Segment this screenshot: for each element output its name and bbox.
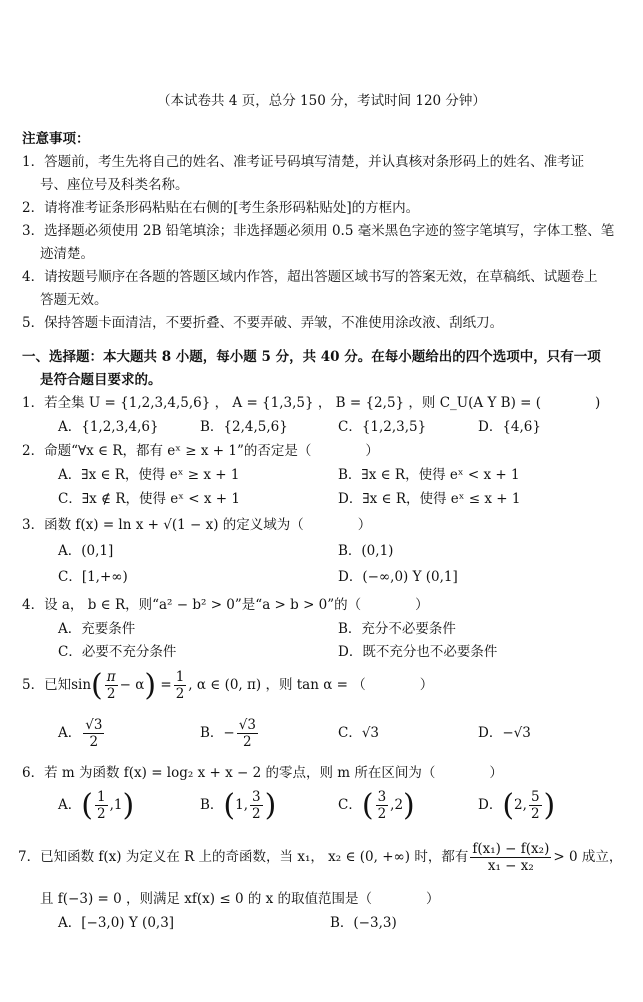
q5-option-b: B．− $\frac{√3}{2}$ bbox=[200, 717, 256, 750]
q1-option-b: B．{2,4,5,6} bbox=[200, 419, 288, 435]
question-1-stem: 1．若全集 U = {1,2,3,4,5,6} ， A = {1,3,5} ， B = {2,5} ，则 C_U(A Y B) = ( ) bbox=[22, 395, 601, 411]
q7-option-b: B．(−3,3) bbox=[330, 915, 397, 931]
q3-option-d: D．(−∞,0) Y (0,1] bbox=[338, 569, 458, 585]
q6-option-b: B．(1, $\frac{3}{2}$ ) bbox=[200, 787, 277, 823]
q4-option-a: A．充要条件 bbox=[58, 621, 136, 637]
question-7-stem: 7．已知函数 f(x) 为定义在 R 上的奇函数，当 x₁， x₂ ∈ (0, +∞) 时，都有 $\frac{\text{f(x₁) − f(x₂)}}{\text{x₁ − x₂}}$ > 0 成立， bbox=[18, 841, 623, 874]
q4-option-c: C．必要不充分条件 bbox=[58, 644, 177, 660]
difference-quotient: $\frac{\text{f(x₁) − f(x₂)}}{\text{x₁ − x₂}}$ bbox=[472, 841, 550, 874]
q3-option-b: B．(0,1) bbox=[338, 543, 394, 559]
q2-option-d: D．∃x ∈ R，使得 eˣ ≤ x + 1 bbox=[338, 491, 521, 507]
pi-over-2: $\frac{\pi}{2}$ bbox=[106, 669, 116, 702]
q6-option-a: A．( $\frac{1}{2}$ ,1) bbox=[58, 787, 135, 823]
q5-option-a: A． $\frac{√3}{2}$ bbox=[58, 717, 103, 750]
note-line: 迹清楚。 bbox=[40, 246, 94, 262]
notes-title: 注意事项： bbox=[22, 131, 90, 147]
exam-header: （本试卷共 4 页，总分 150 分，考试时间 120 分钟） bbox=[157, 93, 486, 109]
q4-option-b: B．充分不必要条件 bbox=[338, 621, 456, 637]
q2-option-c: C．∃x ∉ R，使得 eˣ < x + 1 bbox=[58, 491, 240, 507]
note-line: 5．保持答题卡面清洁，不要折叠、不要弄破、弄皱，不准使用涂改液、刮纸刀。 bbox=[22, 315, 504, 331]
note-line: 1．答题前，考生先将自己的姓名、准考证号码填写清楚，并认真核对条形码上的姓名、准考证 bbox=[22, 154, 585, 170]
one-half: $\frac{1}{2}$ bbox=[175, 669, 185, 702]
note-line: 3．选择题必须使用 2B 铅笔填涂；非选择题必须用 0.5 毫米黑色字迹的签字笔填写，字体工整、笔 bbox=[22, 223, 615, 239]
q6-option-d: D．(2, $\frac{5}{2}$ ) bbox=[478, 787, 556, 823]
q5-option-d: D．−√3 bbox=[478, 725, 531, 741]
note-line: 4．请按题号顺序在各题的答题区域内作答，超出答题区域书写的答案无效，在草稿纸、试题卷上 bbox=[22, 269, 598, 285]
section-heading: 一、选择题：本大题共 8 小题，每小题 5 分，共 40 分。在每小题给出的四个选项中，只有一项 bbox=[22, 349, 601, 365]
q1-option-a: A．{1,2,3,4,6} bbox=[58, 419, 159, 435]
q1-option-c: C．{1,2,3,5} bbox=[338, 419, 427, 435]
q3-option-a: A．(0,1] bbox=[58, 543, 114, 559]
question-3-stem: 3．函数 f(x) = ln x + √(1 − x) 的定义域为（ ） bbox=[22, 517, 372, 533]
q2-option-a: A．∃x ∈ R，使得 eˣ ≥ x + 1 bbox=[58, 467, 240, 483]
question-4-stem: 4．设 a， b ∈ R，则“a² − b² > 0”是“a > b > 0”的（ ） bbox=[22, 597, 429, 613]
q6-option-c: C．( $\frac{3}{2}$ ,2) bbox=[338, 787, 415, 823]
note-line: 2．请将准考证条形码粘贴在右侧的[考生条形码粘贴处]的方框内。 bbox=[22, 200, 420, 216]
question-2-stem: 2．命题“∀x ∈ R，都有 eˣ ≥ x + 1”的否定是（ ） bbox=[22, 443, 379, 459]
q5-option-c: C．√3 bbox=[338, 725, 380, 741]
question-6-stem: 6．若 m 为函数 f(x) = log₂ x + x − 2 的零点，则 m 所在区间为（ ） bbox=[22, 765, 503, 781]
q2-option-b: B．∃x ∈ R，使得 eˣ < x + 1 bbox=[338, 467, 520, 483]
note-line: 号、座位号及科类名称。 bbox=[40, 177, 189, 193]
question-7-condition: 且 f(−3) = 0 ，则满足 xf(x) ≤ 0 的 x 的取值范围是（ ） bbox=[40, 891, 440, 907]
q4-option-d: D．既不充分也不必要条件 bbox=[338, 644, 498, 660]
section-heading-cont: 是符合题目要求的。 bbox=[40, 372, 162, 388]
note-line: 答题无效。 bbox=[40, 292, 108, 308]
q3-option-c: C．[1,+∞) bbox=[58, 569, 128, 585]
q1-option-d: D．{4,6} bbox=[478, 419, 541, 435]
q7-option-a: A．[−3,0) Y (0,3] bbox=[58, 915, 175, 931]
question-5-stem: 5．已知sin( $\frac{\pi}{2}$ − α) = $\frac{1}{2}$ , α ∈ (0, π) ，则 tan α = （ ） bbox=[22, 667, 434, 703]
